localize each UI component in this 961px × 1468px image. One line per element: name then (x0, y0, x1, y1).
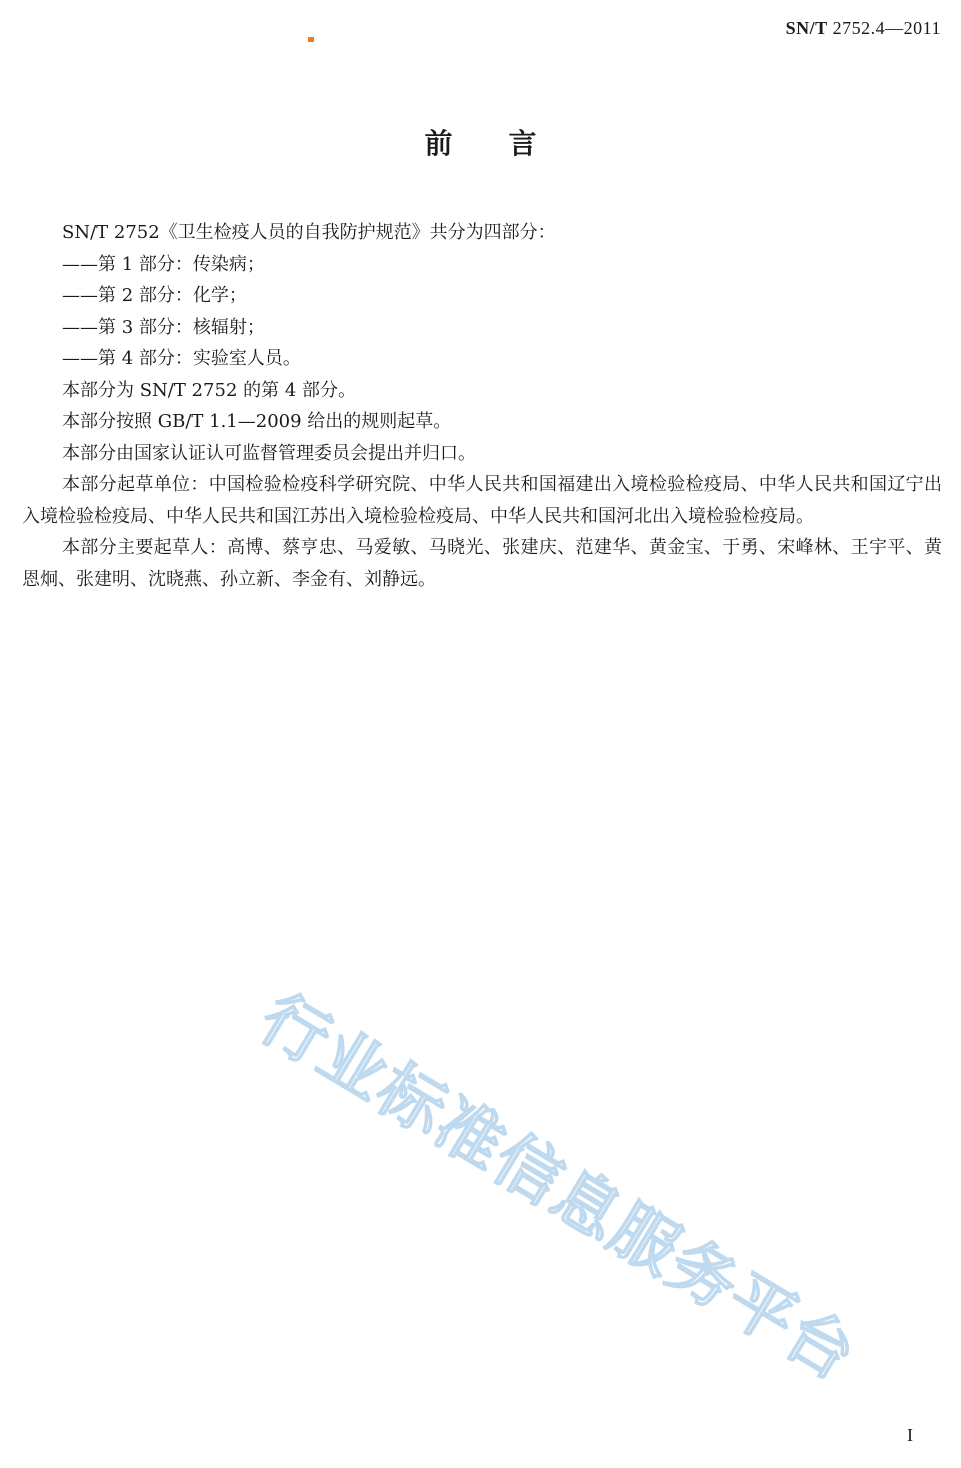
list-item-part-3: ——第 3 部分：核辐射； (62, 316, 265, 338)
watermark: 行业标准信息服务平台 (247, 979, 870, 1396)
document-code-prefix: SN/T (785, 18, 828, 38)
list-item-part-4: ——第 4 部分：实验室人员。 (62, 348, 301, 369)
drafting-units: 本部分起草单位：中国检验检疫科学研究院、中华人民共和国福建出入境检验检疫局、中华人民共和国辽宁出入境检验检疫局、中华人民共和国江苏出入境检验检疫局、中华人民共和国河北出入境检验检疫局。 (22, 474, 942, 527)
body-text (22, 217, 942, 595)
part-statement: 本部分为 SN/T 2752 的第 4 部分。 (62, 379, 357, 401)
page-number: I (907, 1425, 913, 1445)
orange-mark (308, 37, 314, 42)
drafters: 本部分主要起草人：高博、蔡亨忠、马爱敏、马晓光、张建庆、范建华、黄金宝、于勇、宋峰林、王宇平、黄恩炯、张建明、沈晓燕、孙立新、李金有、刘静远。 (22, 537, 942, 590)
intro-paragraph: SN/T 2752《卫生检疫人员的自我防护规范》共分为四部分： (62, 222, 556, 243)
document-code-number: 2752.4—2011 (832, 18, 941, 38)
proposing-authority: 本部分由国家认证认可监督管理委员会提出并归口。 (62, 442, 476, 464)
document-code (786, 18, 941, 39)
list-item-part-2: ——第 2 部分：化学； (62, 285, 247, 306)
list-item-part-1: ——第 1 部分：传染病； (62, 253, 265, 275)
drafting-rules: 本部分按照 GB/T 1.1—2009 给出的规则起草。 (62, 411, 452, 432)
page-title: 前言 (424, 127, 593, 160)
